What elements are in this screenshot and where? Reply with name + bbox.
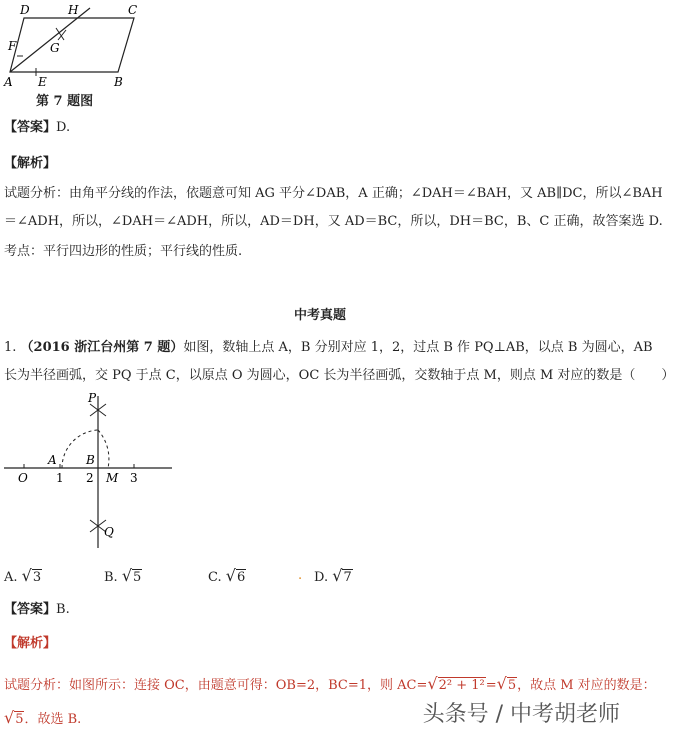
sqrt-icon: √ xyxy=(427,674,438,693)
label-b: B xyxy=(114,75,123,89)
option-a[interactable] xyxy=(4,566,42,588)
analysis2-line1 xyxy=(4,674,656,696)
label-g: G xyxy=(50,41,60,55)
question-source: （2016 浙江台州第 7 题） xyxy=(20,340,184,355)
label-p: P xyxy=(88,391,97,405)
option-d[interactable] xyxy=(314,566,353,588)
answer2-value: B. xyxy=(56,602,70,617)
arc-oc xyxy=(98,430,109,468)
figure1-caption: 第 7 题图 xyxy=(36,94,94,109)
sqrt-icon: √ xyxy=(121,566,133,585)
label-b2: B xyxy=(86,453,95,467)
sqrt-icon: √ xyxy=(496,674,507,693)
label-c: C xyxy=(128,3,138,17)
answer2-label: 【答案】 xyxy=(4,602,57,617)
option-a-letter: A. xyxy=(4,570,18,585)
watermark: 头条号 / 中考胡老师 xyxy=(422,702,620,727)
label-f: F xyxy=(8,39,17,53)
label-2: 2 xyxy=(86,471,94,485)
answer2-row xyxy=(4,600,70,620)
analysis1-heading: 【解析】 xyxy=(4,156,57,171)
analysis2-formula-sqrt: √2² + 1² xyxy=(427,674,485,693)
analysis2-line2-sqrt: √5 xyxy=(4,708,24,727)
label-q: Q xyxy=(104,525,114,539)
analysis2-line2-text: ．故选 B. xyxy=(24,712,82,727)
sqrt-icon: √ xyxy=(4,708,15,727)
analysis1-line3: 考点：平行四边形的性质；平行线的性质. xyxy=(4,244,243,259)
label-o: O xyxy=(18,471,28,485)
question-line1 xyxy=(4,338,653,358)
label-e: E xyxy=(38,75,47,89)
label-a2: A xyxy=(48,453,57,467)
analysis2-heading: 【解析】 xyxy=(4,636,57,651)
option-c[interactable] xyxy=(208,566,246,588)
option-b[interactable] xyxy=(104,566,142,588)
label-m: M xyxy=(106,471,119,485)
parallelogram-outline xyxy=(10,18,134,72)
option-d-letter: D. xyxy=(314,570,329,585)
question-line2: 长为半径画弧，交 PQ 于点 C，以原点 O 为圆心，OC 长为半径画弧，交数轴于点 M，则点 M 对应的数是（ ） xyxy=(4,368,674,383)
sqrt-icon: √ xyxy=(21,566,32,585)
analysis2-result-sqrt: √5 xyxy=(496,674,517,693)
answer1-row xyxy=(4,118,70,138)
sqrt-icon: √ xyxy=(332,566,343,585)
question-line1-text: 如图，数轴上点 A，B 分别对应 1，2，过点 B 作 PQ⊥AB，以点 B 为圆心，AB xyxy=(183,340,653,355)
options-dot: . xyxy=(298,568,303,583)
option-b-sqrt: √5 xyxy=(121,566,142,585)
analysis2-line2 xyxy=(4,708,81,730)
option-c-sqrt: √6 xyxy=(225,566,246,585)
sqrt-icon: √ xyxy=(225,566,236,585)
analysis2-line1-b: ，故点 M 对应的数是： xyxy=(517,678,656,693)
answer1-value: D. xyxy=(56,120,71,135)
option-a-sqrt: √3 xyxy=(21,566,42,585)
label-d: D xyxy=(20,3,30,17)
question-number: 1. xyxy=(4,340,17,355)
analysis2-line1-a: 试题分析：如图所示：连接 OC，由题意可得：OB=2，BC=1，则 AC= xyxy=(4,678,428,693)
analysis1-line1: 试题分析：由角平分线的作法，依题意可知 AG 平分∠DAB，A 正确；∠DAH＝∠BAH，又 AB∥DC，所以∠BAH xyxy=(4,186,663,201)
analysis2-eq: = xyxy=(485,678,497,693)
label-1: 1 xyxy=(56,471,64,485)
section-title: 中考真题 xyxy=(293,308,346,323)
label-h: H xyxy=(68,3,79,17)
label-a: A xyxy=(4,75,13,89)
option-c-letter: C. xyxy=(208,570,222,585)
option-d-sqrt: √7 xyxy=(332,566,352,585)
label-3: 3 xyxy=(130,471,138,485)
answer1-label: 【答案】 xyxy=(4,120,57,135)
number-line-figure xyxy=(0,388,190,552)
option-b-letter: B. xyxy=(104,570,118,585)
analysis1-line2: ＝∠ADH，所以，∠DAH＝∠ADH，所以，AD＝DH，又 AD＝BC，所以，DH＝BC，B、C 正确，故答案选 D. xyxy=(4,214,663,229)
